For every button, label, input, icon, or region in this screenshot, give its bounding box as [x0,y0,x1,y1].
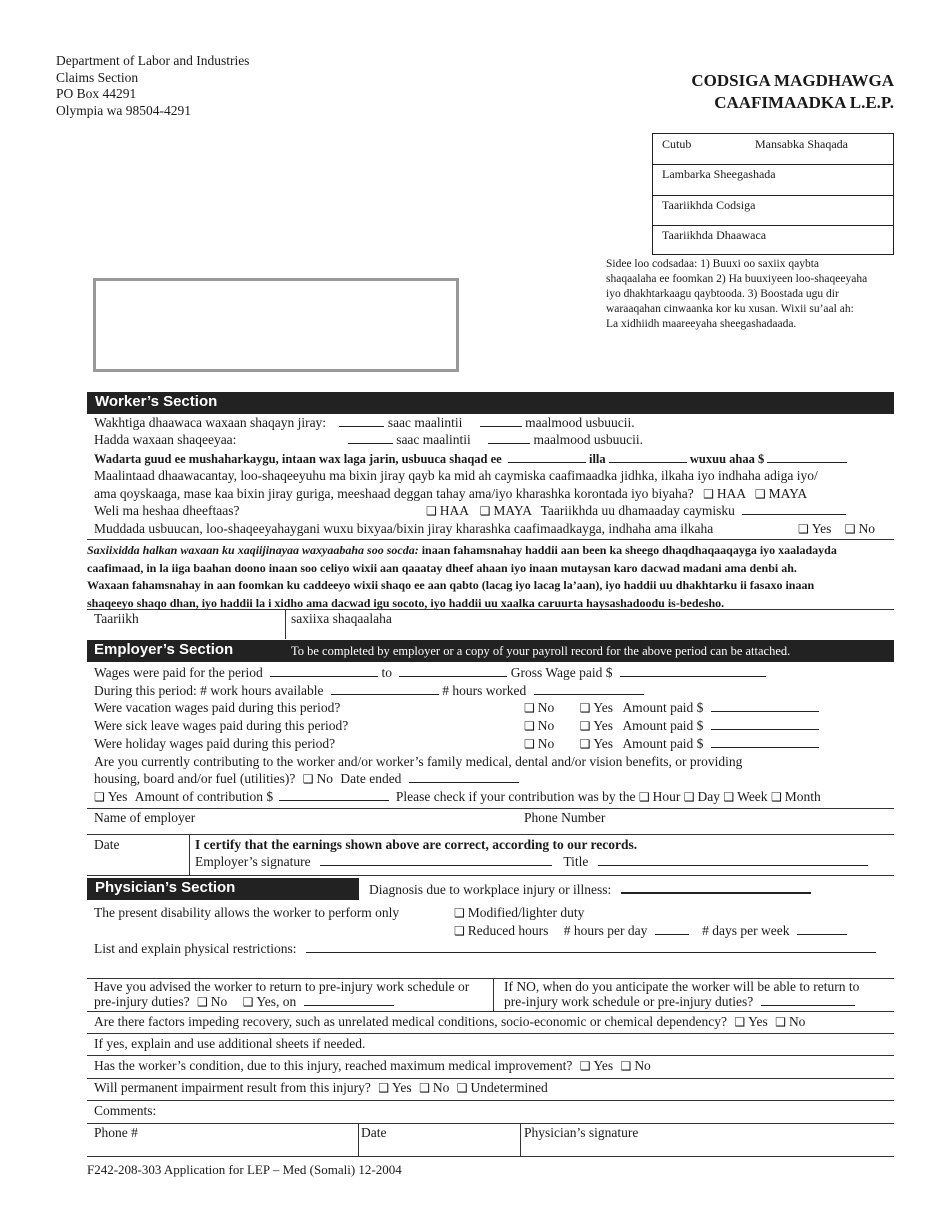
divider [87,834,894,835]
reduced-hours-checkbox[interactable]: ❑ Reduced hours [454,923,548,938]
contrib-no-checkbox[interactable]: ❑ No [303,771,333,786]
restrictions-label: List and explain physical restrictions: [94,941,297,956]
month-checkbox[interactable]: ❑ Month [771,789,821,804]
divider [87,1078,894,1079]
physician-date-field[interactable]: Date [361,1125,387,1140]
comments-field[interactable]: Comments: [94,1103,157,1118]
contrib-line-3 [94,789,821,805]
employer-hours-line [94,683,644,699]
worker-wage-line [94,451,847,467]
claim-info-box [652,133,894,255]
ifno-line-1: If NO, when do you anticipate the worker will be able to return to [504,979,860,994]
physician-phone-field[interactable]: Phone # [94,1125,138,1140]
modified-duty-checkbox[interactable]: ❑ Modified/lighter duty [454,905,584,920]
address-line: Department of Labor and Industries [56,53,250,68]
permanent-line [94,1080,548,1096]
work-hours-label: During this period: # work hours available [94,683,324,698]
instruction-line: shaqaalaha ee foomkan 2) Ha buuxiyeen loo-shaqeeyaha [606,273,868,285]
advised-line-2: pre-injury duties? [94,994,190,1009]
cert-line-2: caafimaad, in la iiga baahan doono inaan soo celiyo wixii aan qaaatay dheef ahaan iyo inaan mutaysan karo dacwad madani ama denbi ah. [87,560,797,575]
contrib-line-2 [94,771,519,787]
present-disability-line: The present disability allows the worker to perform only [94,905,400,920]
title-line-1: CODSIGA MAGDHAWGA [691,71,894,90]
vacation-no-checkbox[interactable]: ❑ No [524,700,554,715]
divider [87,875,894,876]
mmi-no-checkbox[interactable]: ❑ No [621,1058,651,1073]
sick-yes-checkbox[interactable]: ❑ Yes [580,718,613,733]
contrib2-label: housing, board and/or fuel (utilities)? [94,771,296,786]
wages-from-field[interactable] [270,665,378,677]
divider [87,1100,894,1101]
wages-paid-label: Wages were paid for the period [94,665,263,680]
instructions [606,257,867,332]
factors-line [94,1014,805,1030]
vacation-label: Were vacation wages paid during this period? [94,700,341,715]
amount-paid-label: Amount paid $ [622,700,704,715]
illa-label: illa [588,452,606,466]
employer-signature-line [195,854,868,870]
advised-yes-on-checkbox[interactable]: ❑ Yes, on [243,994,297,1009]
employer-signature-field[interactable] [320,854,552,866]
taariikhda-dhaawaca-row[interactable] [653,226,893,256]
permanent-no-checkbox[interactable]: ❑ No [419,1080,449,1095]
hour-checkbox[interactable]: ❑ Hour [639,789,681,804]
days-week-field-2[interactable] [488,432,530,444]
vertical-divider [189,834,190,875]
taariikh-field[interactable]: Taariikh [94,611,139,626]
divider [87,1123,894,1124]
employer-title-field[interactable] [598,854,868,866]
ifno-block [504,980,859,1009]
diagnosis-line [369,882,811,898]
instruction-line: Sidee loo codsadaa: 1) Buuxi oo saxiix qaybta [606,258,820,270]
sick-amount-field[interactable] [711,718,819,730]
wage-from-field[interactable] [508,451,586,463]
holiday-yes-checkbox[interactable]: ❑ Yes [580,736,613,751]
date-ended-field[interactable] [409,771,519,783]
contrib-line-1: Are you currently contributing to the worker and/or worker’s family medical, dental and/or vision benefits, or providing [94,754,743,769]
weli-haa-checkbox[interactable]: ❑ HAA [426,503,468,518]
please-check-label: Please check if your contribution was by the [395,789,636,804]
gross-wage-field[interactable] [620,665,766,677]
gross-label: Gross Wage paid $ [510,665,613,680]
days-week-field-1[interactable] [480,415,522,427]
wage-amount-field[interactable] [767,451,847,463]
taariikhda-codsiga-label: Taariikhda Codsiga [662,198,756,212]
wages-to-field[interactable] [399,665,507,677]
worker-para2-text: ama qoyskaaga, mase kaa bixin jiray guriga, meeshaad deggan tahay ama/iyo kharashka korontada iyo biyaha? [94,486,694,501]
employer-signature-label: Employer’s signature [195,854,311,869]
hours-worked-label: # hours worked [442,683,527,698]
worker-para-1: Maalintaad dhaawacantay, loo-shaqeeyuhu ma bixin jiray qayb ka mid ah caymiska caafimaadka jidhka, ilkaha iyo indhaha adiga iyo/ [94,468,818,483]
weli-label: Weli ma heshaa dheeftaas? [94,503,240,518]
lambarka-row[interactable] [653,165,893,196]
factors-no-checkbox[interactable]: ❑ No [775,1014,805,1029]
days-per-week-label: # days per week [702,923,790,938]
hours-worked-field[interactable] [534,683,644,695]
contrib-yes-checkbox[interactable]: ❑ Yes [94,789,127,804]
vacation-amount-field[interactable] [711,700,819,712]
mmi-label: Has the worker’s condition, due to this injury, reached maximum medical improvement? [94,1058,573,1073]
worker-line2-label: Hadda waxaan shaqeeyaa: [94,432,237,447]
instruction-line: waraaqahan cinwaanka kor ku xusan. Wixii su’aal ah: [606,303,854,315]
address-line: Olympia wa 98504-4291 [56,102,191,118]
advised-line-1: Have you advised the worker to return to pre-injury work schedule or [94,979,470,994]
permanent-yes-checkbox[interactable]: ❑ Yes [378,1080,411,1095]
address-line: Claims Section [56,69,139,85]
worker-section-header: Worker’s Section [87,392,894,414]
sick-no-checkbox[interactable]: ❑ No [524,718,554,733]
vacation-yes-checkbox[interactable]: ❑ Yes [580,700,613,715]
permanent-label: Will permanent impairment result from this injury? [94,1080,371,1095]
advised-no-checkbox[interactable]: ❑ No [197,994,227,1009]
muddada-label: Muddada usbuucan, loo-shaqeeyahaygani wuxu bixyaa/bixin jiray kharashka caafimaadkayga, indhaha ama ilkaha [94,521,714,536]
holiday-line [94,736,894,752]
divider [87,1156,894,1157]
mmi-line [94,1058,651,1074]
hours-per-day-label: # hours per day [563,923,648,938]
ifno-line-2: pre-injury work schedule or pre-injury duties? [504,994,754,1009]
to-label: to [381,665,392,680]
title-line-2: CAAFIMAADKA L.E.P. [714,93,894,112]
reduced-hours-line [454,923,847,939]
amount-contrib-field[interactable] [279,789,389,801]
vertical-divider [358,1123,359,1156]
amount-paid-label: Amount paid $ [622,718,704,733]
wuxuu-label: wuxuu ahaa $ [689,452,765,466]
worker-line-1 [94,415,635,431]
amount-contrib-label: Amount of contribution $ [134,789,274,804]
hours-day-field-2[interactable] [348,432,393,444]
divider [87,808,894,809]
diagnosis-field[interactable] [621,882,811,894]
maya-checkbox[interactable]: ❑ MAYA [755,486,807,501]
restrictions-field[interactable] [306,941,876,953]
taariikhda-dhamaad-field[interactable] [742,503,846,515]
days-per-week-field[interactable] [797,923,847,935]
divider [87,539,894,540]
cert-line-3: Waxaan fahamsnahay in aan foomkan ku caddeeyo wixii shaqo ee aan qabto (lacag iyo lacag la’aan), iyo haddii uu dhakhtarku ii fasaxo inaan [87,578,815,592]
employer-section-header: Employer’s Section [94,641,234,658]
lambarka-label: Lambarka Sheegashada [662,167,776,181]
date-ended-label: Date ended [340,771,402,786]
worker-line1-label: Wakhtiga dhaawaca waxaan shaqayn jiray: [94,415,327,430]
cert-line-4: shaqeeyo shaqo dhan, iyo haddii la i xidho ama dacwad igu socoto, iyo haddii uu xaalka caruurta haysashadoodu is-bedesho. [87,595,725,610]
factors-yes-checkbox[interactable]: ❑ Yes [734,1014,767,1029]
worker-signature-field[interactable]: saxiixa shaqaalaha [291,611,392,626]
ifno-date-field[interactable] [761,994,855,1006]
wage-label: Wadarta guud ee mushaharkaygu, intaan wax laga jarin, usbuuca shaqad ee [94,452,502,466]
employer-phone-field[interactable]: Phone Number [524,810,606,825]
permanent-undetermined-checkbox[interactable]: ❑ Undetermined [457,1080,548,1095]
worker-certification [87,542,897,612]
divider [87,1033,894,1034]
maalmood-label: maalmood usbuucii. [525,415,635,430]
week-checkbox[interactable]: ❑ Week [723,789,767,804]
divider [87,609,894,610]
address-window [93,278,459,372]
worker-line-2 [94,432,643,448]
form-footer: F242-208-303 Application for LEP – Med (Somali) 12-2004 [87,1162,402,1177]
advised-date-field[interactable] [304,994,394,1006]
factors-label: Are there factors impeding recovery, such as unrelated medical conditions, socio-economic or chemical dependency? [94,1014,727,1029]
form-title [691,70,894,114]
day-checkbox[interactable]: ❑ Day [684,789,720,804]
divider [87,1055,894,1056]
holiday-amount-field[interactable] [711,736,819,748]
vertical-divider [493,978,494,1011]
holiday-label: Were holiday wages paid during this period? [94,736,336,751]
vacation-line [94,700,894,716]
cert-line-1: inaan fahamsnahay haddii aan been ka sheego dhaqdhaqaaqayga iyo xaaladayda [418,543,837,557]
work-hours-field[interactable] [331,683,439,695]
ifyes-field[interactable]: If yes, explain and use additional sheets if needed. [94,1036,366,1051]
cutub-label: Cutub [662,137,692,151]
vertical-divider [285,609,286,639]
worker-muddada-line [94,521,894,537]
cutub-row[interactable] [653,134,893,165]
vertical-divider [520,1123,521,1156]
diagnosis-label: Diagnosis due to workplace injury or illness: [369,882,612,897]
mansabka-label: Mansabka Shaqada [755,137,848,151]
return-address [56,53,249,119]
muddada-no-checkbox[interactable]: ❑ No [845,521,875,536]
advised-block [94,980,469,1009]
worker-para-2 [94,486,807,502]
employer-header-note: To be completed by employer or a copy of your payroll record for the above period can be attached. [291,644,791,658]
weli-maya-checkbox[interactable]: ❑ MAYA [480,503,532,518]
taariikhda-dhamaad-label: Taariikhda uu dhamaaday caymisku [540,503,735,518]
saac-label: saac maalintii [387,415,463,430]
wage-to-field[interactable] [609,451,687,463]
muddada-yes-checkbox[interactable]: ❑ Yes [798,521,831,536]
address-line: PO Box 44291 [56,86,137,101]
employer-title-label: Title [563,854,589,869]
physician-section-header: Physician’s Section [87,878,359,900]
amount-paid-label: Amount paid $ [622,736,704,751]
maalmood-label: maalmood usbuucii. [533,432,644,447]
haa-checkbox[interactable]: ❑ HAA [703,486,745,501]
employer-wages-line [94,665,766,681]
saac-label: saac maalintii [396,432,471,447]
holiday-no-checkbox[interactable]: ❑ No [524,736,554,751]
taariikhda-dhaawaca-label: Taariikhda Dhaawaca [662,228,767,242]
taariikhda-codsiga-row[interactable] [653,196,893,226]
sick-label: Were sick leave wages paid during this period? [94,718,349,733]
physician-signature-field[interactable]: Physician’s signature [524,1125,639,1140]
divider [87,1011,894,1012]
employer-date-field[interactable]: Date [94,837,120,852]
instruction-line: La xidhiidh maareeyaha sheegashadaada. [606,318,797,330]
restrictions-line [94,941,876,957]
hours-day-field-1[interactable] [339,415,384,427]
worker-weli-line [94,503,894,519]
mmi-yes-checkbox[interactable]: ❑ Yes [580,1058,613,1073]
hours-per-day-field[interactable] [655,923,689,935]
cert-italic: Saxiixidda halkan waxaan ku xaqiijinayaa waxyaabaha soo socda: [87,543,419,557]
certify-text: I certify that the earnings shown above are correct, according to our records. [195,837,638,852]
modified-duty-option [454,905,584,921]
sick-line [94,718,894,734]
instruction-line: iyo dhakhtarkaagu qaybtooda. 3) Boostada ugu dir [606,288,839,300]
employer-name-field[interactable]: Name of employer [94,810,196,825]
